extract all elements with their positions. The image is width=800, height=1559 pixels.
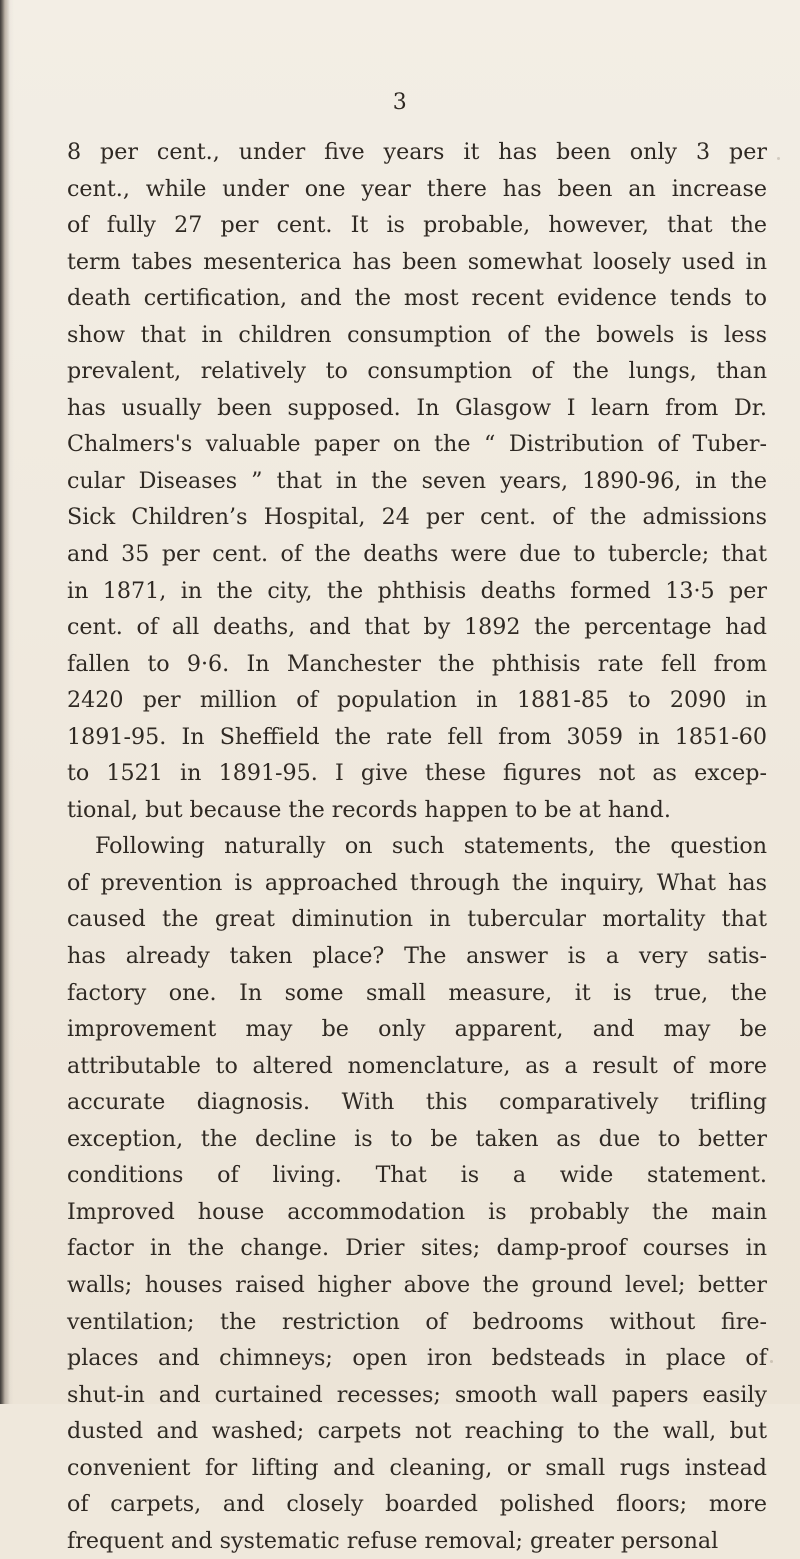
text-line: Sick Children’s Hospital, 24 per cent. of the admissions — [67, 504, 767, 531]
text-line: Chalmers's valuable paper on the “ Distribution of Tuber- — [67, 431, 767, 458]
text-line: Improved house accommodation is probably the main — [67, 1198, 767, 1225]
page-binding-shadow — [0, 0, 10, 1404]
text-line: of carpets, and closely boarded polished floors; more — [67, 1491, 767, 1518]
text-line: cent., while under one year there has been an increase — [67, 175, 767, 202]
text-line: attributable to altered nomenclature, as a result of more — [67, 1052, 767, 1079]
text-line: in 1871, in the city, the phthisis deaths formed 13·5 per — [67, 577, 767, 604]
text-line: factor in the change. Drier sites; damp-proof courses in — [67, 1235, 767, 1262]
paper-speck — [770, 1360, 773, 1363]
text-line: to 1521 in 1891-95. I give these figures not as excep- — [67, 760, 767, 787]
text-line: dusted and washed; carpets not reaching to the wall, but — [67, 1418, 767, 1445]
body-text — [67, 134, 767, 1559]
text-line: factory one. In some small measure, it is true, the — [67, 979, 767, 1006]
text-line: frequent and systematic refuse removal; greater personal — [67, 1527, 719, 1554]
paper-speck — [777, 157, 780, 160]
text-line: term tabes mesenterica has been somewhat loosely used in — [67, 248, 767, 275]
text-line: tional, but because the records happen to be at hand. — [67, 796, 671, 823]
text-line: shut-in and curtained recesses; smooth wall papers easily — [67, 1381, 767, 1408]
text-line: 1891-95. In Sheffield the rate fell from 3059 in 1851-60 — [67, 723, 767, 750]
text-line: death certification, and the most recent evidence tends to — [67, 285, 767, 312]
text-line: caused the great diminution in tubercular mortality that — [67, 906, 767, 933]
page-number: 3 — [392, 90, 408, 115]
text-line: and 35 per cent. of the deaths were due to tubercle; that — [67, 541, 767, 568]
text-line: cent. of all deaths, and that by 1892 the percentage had — [67, 614, 767, 641]
text-line: prevalent, relatively to consumption of the lungs, than — [67, 358, 767, 385]
text-line: ventilation; the restriction of bedrooms without fire- — [67, 1308, 767, 1335]
text-line: accurate diagnosis. With this comparatively trifling — [67, 1089, 767, 1116]
text-line: fallen to 9·6. In Manchester the phthisis rate fell from — [67, 650, 767, 677]
text-line: show that in children consumption of the bowels is less — [67, 321, 767, 348]
text-line: conditions of living. That is a wide statement. — [67, 1162, 767, 1189]
text-line: walls; houses raised higher above the ground level; better — [67, 1271, 767, 1298]
text-line: Following naturally on such statements, the question — [95, 833, 767, 860]
text-line: places and chimneys; open iron bedsteads in place of — [67, 1345, 767, 1372]
text-line: of prevention is approached through the inquiry, What has — [67, 869, 767, 896]
text-line: has already taken place? The answer is a very satis- — [67, 943, 767, 970]
text-line: cular Diseases ” that in the seven years, 1890-96, in the — [67, 467, 767, 494]
text-line: convenient for lifting and cleaning, or small rugs instead — [67, 1454, 767, 1481]
text-line: 8 per cent., under five years it has been only 3 per — [67, 139, 767, 165]
text-line: exception, the decline is to be taken as due to better — [67, 1125, 767, 1152]
text-line: has usually been supposed. In Glasgow I learn from Dr. — [67, 394, 767, 421]
text-line: of fully 27 per cent. It is probable, however, that the — [67, 212, 767, 239]
text-line: improvement may be only apparent, and may be — [67, 1016, 767, 1043]
text-line: 2420 per million of population in 1881-85 to 2090 in — [67, 687, 767, 714]
